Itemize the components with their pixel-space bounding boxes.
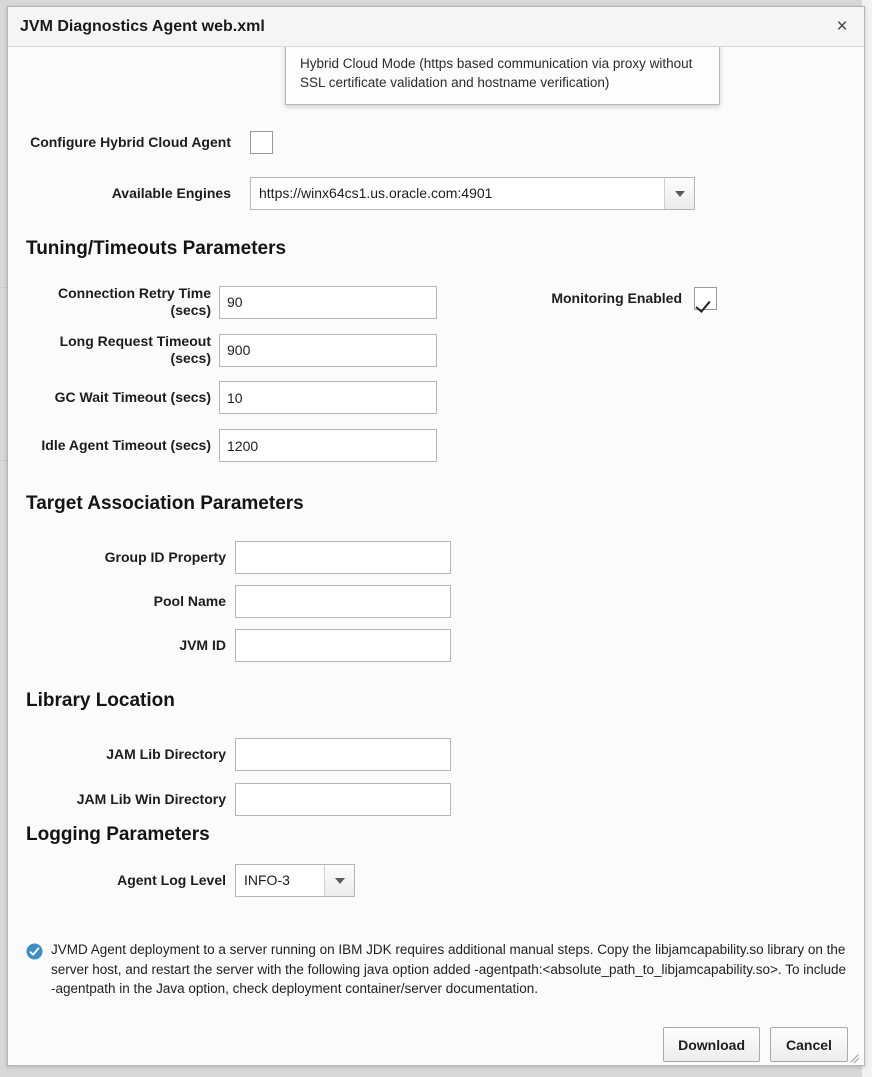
agent-log-level-select[interactable] <box>235 864 355 897</box>
pool-name-input[interactable] <box>235 585 451 618</box>
chevron-down-icon[interactable] <box>324 865 354 896</box>
dialog-body <box>8 47 864 1065</box>
configure-hybrid-cloud-checkbox[interactable] <box>250 131 273 154</box>
agent-log-level-value: INFO-3 <box>244 872 290 888</box>
jam-lib-win-directory-input[interactable] <box>235 783 451 816</box>
caret-glyph <box>335 878 345 884</box>
available-engines-label: Available Engines <box>111 185 231 201</box>
agent-log-level-label: Agent Log Level <box>117 872 226 888</box>
target-association-heading: Target Association Parameters <box>26 493 304 514</box>
jam-lib-directory-label: JAM Lib Directory <box>106 746 226 762</box>
info-icon <box>26 943 43 960</box>
dialog-titlebar[interactable] <box>8 7 864 47</box>
idle-agent-timeout-input[interactable] <box>219 429 437 462</box>
tooltip-text: Hybrid Cloud Mode (https based communication via proxy without SSL certificate validation and hostname verification) <box>300 56 693 90</box>
gc-wait-timeout-row <box>26 381 438 414</box>
cancel-button[interactable]: Cancel <box>770 1027 848 1062</box>
jam-lib-win-directory-row <box>26 783 451 816</box>
idle-agent-timeout-label: Idle Agent Timeout (secs) <box>41 437 211 453</box>
caret-glyph <box>675 191 685 197</box>
library-location-heading: Library Location <box>26 690 175 711</box>
monitoring-enabled-label: Monitoring Enabled <box>551 290 682 306</box>
long-request-timeout-input[interactable] <box>219 334 437 367</box>
ibm-jdk-note-text: JVMD Agent deployment to a server running on IBM JDK requires additional manual steps. Copy the libjamcapability.so library on the server host, and restart the server with the following java option added -agentpath:<absolute_path_to_libjamcapability.so>. To include -agentpath in the Java option, check deployment container/server documentation. <box>51 942 846 996</box>
pool-name-label: Pool Name <box>153 593 226 609</box>
connection-retry-row <box>26 285 438 319</box>
jvm-id-row <box>26 629 451 662</box>
jam-lib-directory-row <box>26 738 451 771</box>
hybrid-cloud-tooltip <box>285 47 720 105</box>
pool-name-row <box>26 585 451 618</box>
dialog-footer <box>663 1027 848 1062</box>
resize-handle[interactable] <box>846 1048 860 1062</box>
long-request-timeout-label: Long Request Timeout (secs) <box>59 333 211 366</box>
dialog-title: JVM Diagnostics Agent web.xml <box>20 18 265 35</box>
agent-log-level-row <box>26 864 355 897</box>
tuning-heading: Tuning/Timeouts Parameters <box>26 238 287 259</box>
available-engines-row <box>26 177 706 210</box>
jvm-id-label: JVM ID <box>179 637 226 653</box>
background-edge-line-1 <box>0 287 7 288</box>
close-icon[interactable]: × <box>830 15 854 39</box>
chevron-down-icon[interactable] <box>664 178 694 209</box>
connection-retry-input[interactable] <box>219 286 437 319</box>
available-engines-select[interactable] <box>250 177 695 210</box>
long-request-timeout-row <box>26 333 438 367</box>
download-button[interactable]: Download <box>663 1027 760 1062</box>
idle-agent-timeout-row <box>26 429 438 462</box>
background-edge-line-2 <box>0 460 7 461</box>
logging-heading: Logging Parameters <box>26 824 210 845</box>
group-id-property-input[interactable] <box>235 541 451 574</box>
available-engines-value: https://winx64cs1.us.oracle.com:4901 <box>259 185 493 201</box>
ibm-jdk-note <box>26 940 852 999</box>
gc-wait-timeout-label: GC Wait Timeout (secs) <box>54 389 211 405</box>
connection-retry-label: Connection Retry Time (secs) <box>58 285 211 318</box>
jam-lib-directory-input[interactable] <box>235 738 451 771</box>
monitoring-enabled-checkbox[interactable] <box>694 287 717 310</box>
jvmd-agent-dialog <box>7 6 865 1066</box>
hybrid-cloud-row <box>26 131 456 154</box>
gc-wait-timeout-input[interactable] <box>219 381 437 414</box>
monitoring-enabled-row <box>522 287 717 310</box>
jvm-id-input[interactable] <box>235 629 451 662</box>
group-id-property-label: Group ID Property <box>104 549 226 565</box>
hybrid-cloud-label: Configure Hybrid Cloud Agent <box>30 134 231 150</box>
group-id-property-row <box>26 541 451 574</box>
jam-lib-win-directory-label: JAM Lib Win Directory <box>76 791 226 807</box>
